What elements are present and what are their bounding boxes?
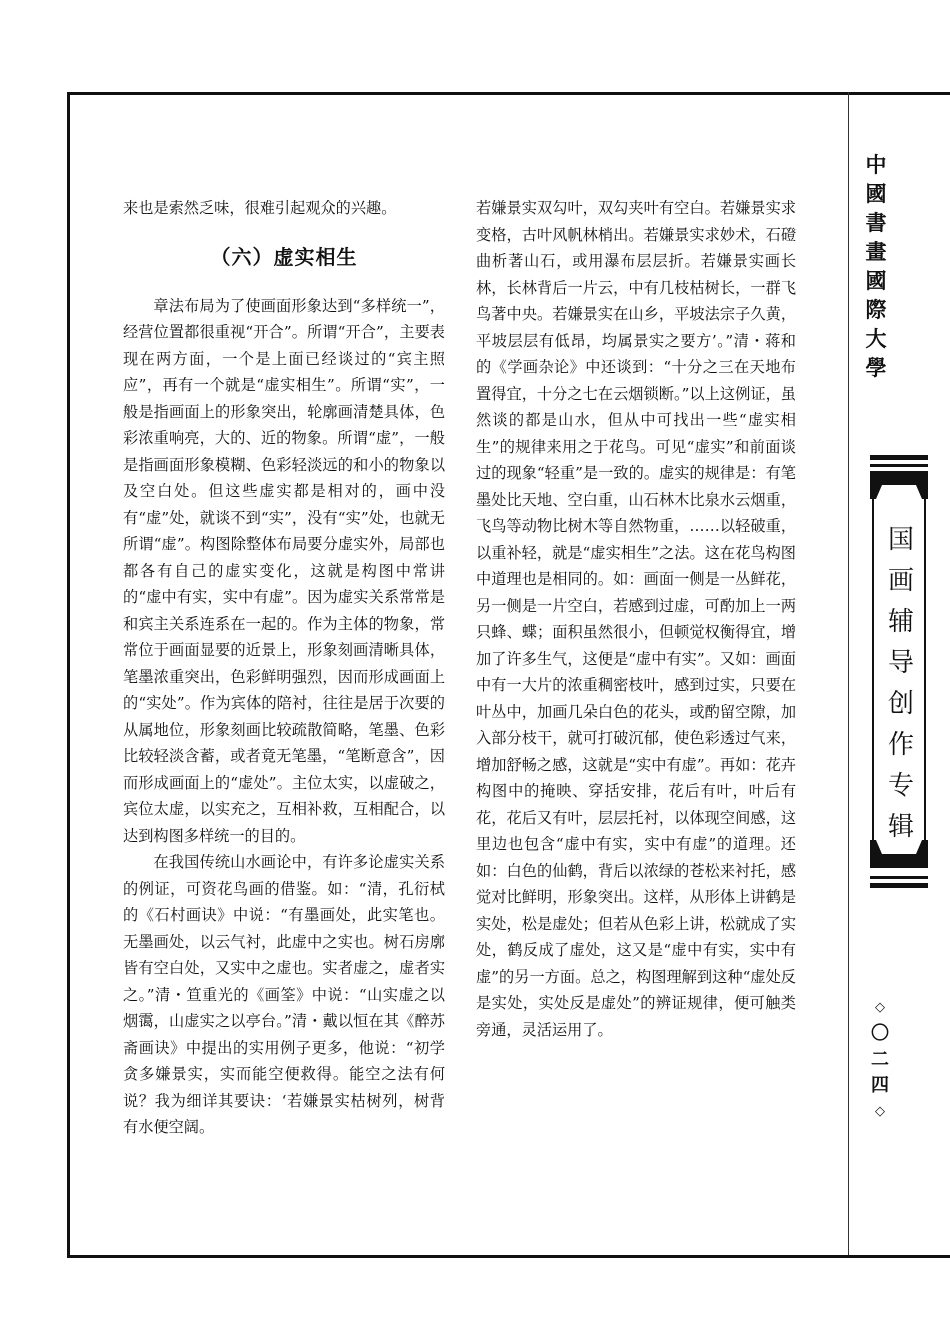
university-char: 際 <box>865 297 887 322</box>
series-title <box>880 520 922 848</box>
page-number-char: 二 <box>871 1049 889 1070</box>
university-char: 中 <box>865 152 887 177</box>
diamond-icon: ◇ <box>875 1104 885 1119</box>
university-char: 國 <box>865 181 887 206</box>
paragraph: 若嫌景实双勾叶，双勾夹叶有空白。若嫌景实求变格，古叶风帆林梢出。若嫌景实求妙术，石磴曲析著山石，或用瀑布层层折。若嫌景实画长林，长林背后一片云，中有几枝枯树长，一群飞鸟著中央。若嫌景实在山乡，平坡法宗子久黄，平坡层层有低昂，均属景实之要方’。”清・蒋和的《学画杂论》中还谈到：“十分之三在天地布置得宜，十分之七在云烟锁断。”以上这例证，虽然谈的都是山水，但从中可找出一些“虚实相生”的规律来用之于花鸟。可见“虚实”和前面谈过的现象“轻重”是一致的。虚实的规律是：有笔墨处比天地、空白重，山石林木比泉水云烟重，飞鸟等动物比树木等自然物重，……以轻破重，以重补轻，就是“虚实相生”之法。这在花鸟构图中道理也是相同的。如：画面一侧是一丛鲜花，另一侧是一片空白，若感到过虚，可酌加上一两只蜂、蝶；面积虽然很小，但顿觉权衡得宜，增加了许多生气，这便是“虚中有实”。又如：画面中有一大片的浓重稠密枝叶，感到过实，只要在叶丛中，加画几朵白色的花头，或酌留空隙，加入部分枝干，就可打破沉郁，使色彩透过气来，增加舒畅之感，这就是“实中有虚”。再如：花卉构图中的掩映、穿括安排，花后有叶，叶后有花，花后又有叶，层层托衬，以体现空间感，这里边也包含“虚中有实，实中有虚”的道理。还如：白色的仙鹤，背后以浓绿的苍松来衬托，感觉对比鲜明，形象突出。这样，从形体上讲鹤是实处，松是虚处；但若从色彩上讲，松就成了实处，鹤反成了虚处，这又是“虚中有实，实中有虚”的另一方面。总之，构图理解到这种“虚处反是实处，实处反是虚处”的辨证规律，便可触类旁通，灵活运用了。 <box>476 199 796 1039</box>
university-char: 學 <box>865 355 887 380</box>
left-text-column <box>123 195 445 1141</box>
series-char: 辑 <box>887 812 914 842</box>
page-number-char: 〇 <box>871 1023 889 1044</box>
banner-bottom-ornament <box>870 840 928 892</box>
series-char: 画 <box>887 566 914 596</box>
banner-top-ornament <box>870 455 928 503</box>
page-number <box>860 995 900 1125</box>
banner-arrow-icon <box>870 840 928 868</box>
series-char: 创 <box>887 689 914 719</box>
university-title <box>862 150 890 382</box>
section-heading: （六）虚实相生 <box>210 244 358 269</box>
series-char: 导 <box>887 648 914 678</box>
paragraph: 在我国传统山水画论中，有许多论虚实关系的例证，可资花鸟画的借鉴。如：“清，孔衍栻的《石村画诀》中说：“有墨画处，此实笔也。无墨画处，以云气衬，此虚中之实也。树石房廓皆有空白处，又实中之虚也。实者虚之，虚者实之。”清・笪重光的《画筌》中说：“山实虚之以烟霭，山虚实之以亭台。”清・戴以恒在其《醉苏斋画诀》中提出的实用例子更多，他说：“初学贪多嫌景实，实而能空便救得。能空之法有何说？我为细详其要诀：‘若嫌景实枯树列，树背有水便空阔。 <box>123 853 445 1136</box>
diamond-icon: ◇ <box>875 1000 885 1015</box>
series-char: 作 <box>887 730 914 760</box>
university-char: 大 <box>865 326 887 351</box>
paragraph: 章法布局为了使画面形象达到“多样统一”，经营位置都很重视“开合”。所谓“开合”，主要表现在两方面，一个是上面已经谈过的“宾主照应”，再有一个就是“虚实相生”。所谓“实”，一般是指画面上的形象突出，轮廓画清楚具体，色彩浓重响亮，大的、近的物象。所谓“虚”，一般是指画面形象模糊、色彩轻淡远的和小的物象以及空白处。但这些虚实都是相对的，画中没有“虚”处，就谈不到“实”，没有“实”处，也就无所谓“虚”。构图除整体布局要分虚实外，局部也都各有自己的虚实变化，这就是构图中常讲的“虚中有实，实中有虚”。因为虚实关系常常是和宾主关系连系在一起的。作为主体的物象，常常位于画面显要的近景上，形象刻画清晰具体，笔墨浓重突出，色彩鲜明强烈，因而形成画面上的“实处”。作为宾体的陪衬，往往是居于次要的从属地位，形象刻画比较疏散简略，笔墨、色彩比较轻淡含蓄，或者竟无笔墨，“笔断意含”，因而形成画面上的“虚处”。主位太实，以虚破之，宾位太虚，以实充之，互相补救，互相配合，以达到构图多样统一的目的。 <box>123 296 445 845</box>
university-char: 畫 <box>865 239 887 264</box>
series-char: 专 <box>887 771 914 801</box>
banner-arrow-icon <box>870 471 928 499</box>
right-text-column <box>476 195 796 1043</box>
university-char: 國 <box>865 268 887 293</box>
page-number-char: 四 <box>871 1075 889 1096</box>
university-char: 書 <box>865 210 887 235</box>
paragraph: 来也是索然乏味，很难引起观众的兴趣。 <box>123 199 397 217</box>
sidebar-divider <box>848 92 849 1255</box>
series-char: 辅 <box>887 607 914 637</box>
series-char: 国 <box>887 525 914 555</box>
